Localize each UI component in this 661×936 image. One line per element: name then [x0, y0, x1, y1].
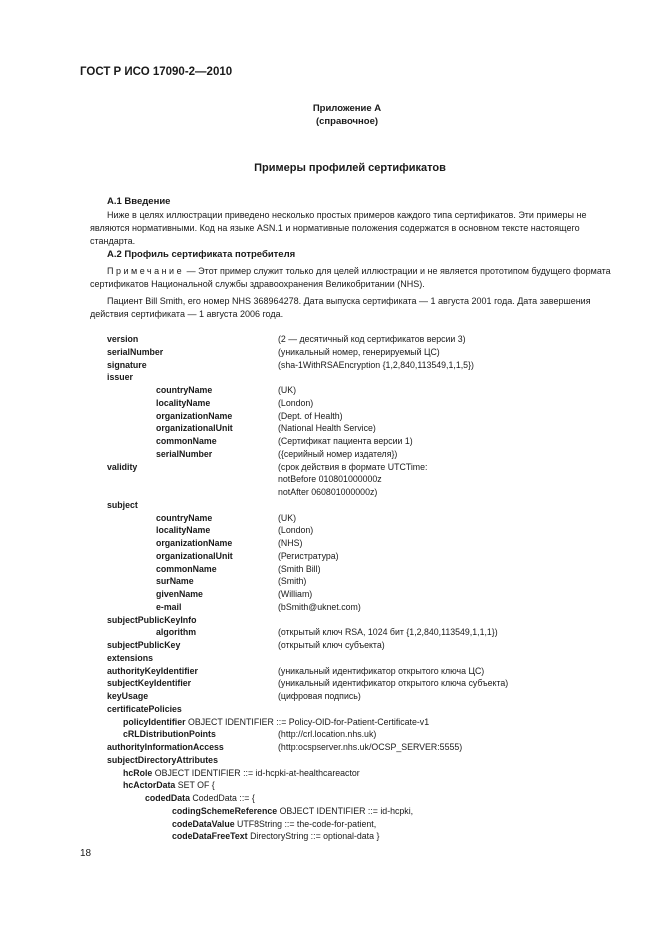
field-label: subjectKeyIdentifier — [107, 678, 192, 689]
field-description: (http:ocspserver.nhs.uk/OCSP_SERVER:5555) — [278, 742, 463, 752]
field-row — [0, 384, 661, 397]
field-label: validity — [107, 461, 138, 472]
field-label: extensions — [107, 652, 153, 663]
field-label: codeDataFreeText — [172, 831, 248, 842]
field-row — [0, 422, 661, 435]
field-description: (открытый ключ субъекта) — [278, 640, 385, 650]
field-row — [0, 767, 661, 780]
appendix-title — [282, 102, 412, 128]
field-row — [0, 805, 661, 818]
field-label: hcActorData — [123, 780, 176, 791]
field-description: (London) — [278, 525, 314, 536]
field-row — [0, 397, 661, 410]
field-label: authorityKeyIdentifier — [107, 665, 198, 676]
field-description: (London) — [278, 397, 314, 408]
field-description: (Dept. of Health) — [278, 410, 343, 421]
field-description: (NHS) — [278, 538, 303, 548]
field-label: organizationalUnit — [156, 423, 233, 434]
appendix-note: (справочное) — [315, 116, 379, 127]
field-label: serialNumber — [107, 346, 164, 357]
field-label: cRLDistributionPoints — [123, 729, 216, 740]
field-row — [0, 563, 661, 576]
field-label: organizationName — [156, 410, 233, 421]
field-row — [0, 359, 661, 372]
field-label: version — [107, 334, 139, 344]
field-row — [0, 371, 661, 384]
field-label: commonName — [156, 563, 217, 574]
field-label: localityName — [156, 397, 211, 408]
field-value: OBJECT IDENTIFIER ::= id-hcpki-at-healthcareactor — [152, 767, 360, 778]
field-label: subjectDirectoryAttributes — [107, 754, 218, 765]
heading-a2: А.2 Профиль сертификата потребителя — [107, 249, 296, 260]
field-label: codeDataValue — [172, 818, 235, 829]
field-description: (National Health Service) — [278, 423, 376, 434]
field-description: notBefore 010801000000z — [278, 474, 382, 485]
field-label: issuer — [107, 372, 133, 383]
field-row — [0, 626, 661, 639]
field-label: subjectPublicKeyInfo — [107, 614, 197, 625]
field-label: policyIdentifier — [123, 716, 186, 727]
field-label: codingSchemeReference — [172, 805, 278, 816]
field-row — [0, 677, 661, 690]
heading-a1: А.1 Введение — [107, 196, 171, 207]
field-description: notAfter 060801000000z) — [278, 487, 378, 497]
field-value: OBJECT IDENTIFIER ::= Policy-OID-for-Patient-Certificate-v1 — [185, 716, 430, 727]
field-description: (2 — десятичный код сертификатов версии 3) — [278, 334, 466, 344]
field-label: countryName — [156, 385, 213, 395]
field-row — [0, 473, 661, 486]
field-value: SET OF { — [175, 780, 215, 791]
field-label: certificatePolicies — [107, 703, 182, 714]
field-row — [0, 550, 661, 563]
field-label: codedData — [145, 793, 190, 803]
field-row — [0, 665, 661, 678]
paragraph-patient: Пациент Bill Smith, его номер NHS 368964278. Дата выпуска сертификата — 1 августа 2001 года. Дата завершения действия сертификата — 1 августа 2006 года. — [90, 296, 591, 319]
field-description: (Регистратура) — [278, 550, 339, 561]
field-row — [0, 601, 661, 614]
field-description: (sha-1WithRSAEncryption {1,2,840,113549,1,1,5}) — [278, 359, 474, 370]
field-value: CodedData ::= { — [189, 793, 255, 803]
field-value: OBJECT IDENTIFIER ::= id-hcpki, — [277, 805, 414, 816]
paragraph-note — [90, 265, 614, 291]
field-row — [0, 728, 661, 741]
field-row — [0, 588, 661, 601]
field-label: organizationalUnit — [156, 550, 233, 561]
note-label: Примечание — [107, 266, 185, 276]
field-row — [0, 754, 661, 767]
field-value: DirectoryString ::= optional-data } — [247, 831, 380, 842]
field-row — [0, 690, 661, 703]
field-label: signature — [107, 359, 147, 370]
field-label: keyUsage — [107, 691, 149, 701]
field-row — [0, 703, 661, 716]
field-row — [0, 333, 661, 346]
field-value: UTF8String ::= the-code-for-patient, — [234, 818, 377, 829]
field-row — [0, 779, 661, 792]
field-row — [0, 614, 661, 627]
field-row — [0, 830, 661, 843]
field-label: serialNumber — [156, 448, 213, 459]
field-row — [0, 575, 661, 588]
field-description: (UK) — [278, 385, 297, 395]
field-row — [0, 818, 661, 831]
field-description: ({серийный номер издателя}) — [278, 448, 398, 459]
section-title: Примеры профилей сертификатов — [254, 162, 446, 174]
field-row — [0, 499, 661, 512]
field-label: localityName — [156, 525, 211, 536]
field-description: (Smith Bill) — [278, 563, 321, 574]
field-row — [0, 410, 661, 423]
field-label: e-mail — [156, 601, 182, 612]
field-row — [0, 792, 661, 805]
field-description: (цифровая подпись) — [278, 691, 361, 701]
field-label: commonName — [156, 436, 217, 446]
field-label: subjectPublicKey — [107, 640, 181, 650]
field-label: hcRole — [123, 767, 153, 778]
field-row — [0, 448, 661, 461]
field-row — [0, 512, 661, 525]
field-row — [0, 461, 661, 474]
page-number: 18 — [80, 848, 92, 859]
field-description: (уникальный идентификатор открытого ключа ЦС) — [278, 665, 485, 676]
field-row — [0, 652, 661, 665]
document-header: ГОСТ Р ИСО 17090-2—2010 — [80, 66, 233, 78]
field-label: givenName — [156, 589, 203, 599]
field-description: (уникальный идентификатор открытого ключа субъекта) — [278, 678, 509, 689]
field-description: (Сертификат пациента версии 1) — [278, 436, 413, 446]
field-row — [0, 435, 661, 448]
field-label: subject — [107, 499, 138, 510]
field-row — [0, 741, 661, 754]
field-row — [0, 639, 661, 652]
field-row — [0, 486, 661, 499]
field-row — [0, 524, 661, 537]
field-description: (William) — [278, 589, 313, 599]
field-description: (Smith) — [278, 576, 307, 587]
field-label: algorithm — [156, 627, 197, 638]
note-text: — Этот пример служит только для целей иллюстрации и не является прототипом будущего формата сертификатов Национальной службы здравоохранения Великобритании (NHS). — [90, 266, 611, 289]
field-description: (срок действия в формате UTCTime: — [278, 461, 428, 472]
field-label: organizationName — [156, 538, 233, 548]
field-row — [0, 716, 661, 729]
field-label: authorityInformationAccess — [107, 742, 224, 752]
paragraph-a1-intro: Ниже в целях иллюстрации приведено несколько простых примеров каждого типа сертификатов. Эти примеры не являются нормативными. Код на языке ASN.1 и нормативные положения содержатся в основном тексте настоящего стандарта. — [90, 210, 587, 246]
field-description: (UK) — [278, 512, 297, 523]
field-description: (уникальный номер, генерируемый ЦС) — [278, 346, 440, 357]
field-label: countryName — [156, 512, 213, 523]
field-row — [0, 537, 661, 550]
field-row — [0, 346, 661, 359]
field-label: surName — [156, 576, 194, 587]
appendix-label: Приложение А — [312, 103, 382, 114]
field-description: (открытый ключ RSA, 1024 бит {1,2,840,113549,1,1,1}) — [278, 627, 498, 638]
field-description: (http://crl.location.nhs.uk) — [278, 729, 377, 740]
field-description: (bSmith@uknet.com) — [278, 601, 361, 612]
